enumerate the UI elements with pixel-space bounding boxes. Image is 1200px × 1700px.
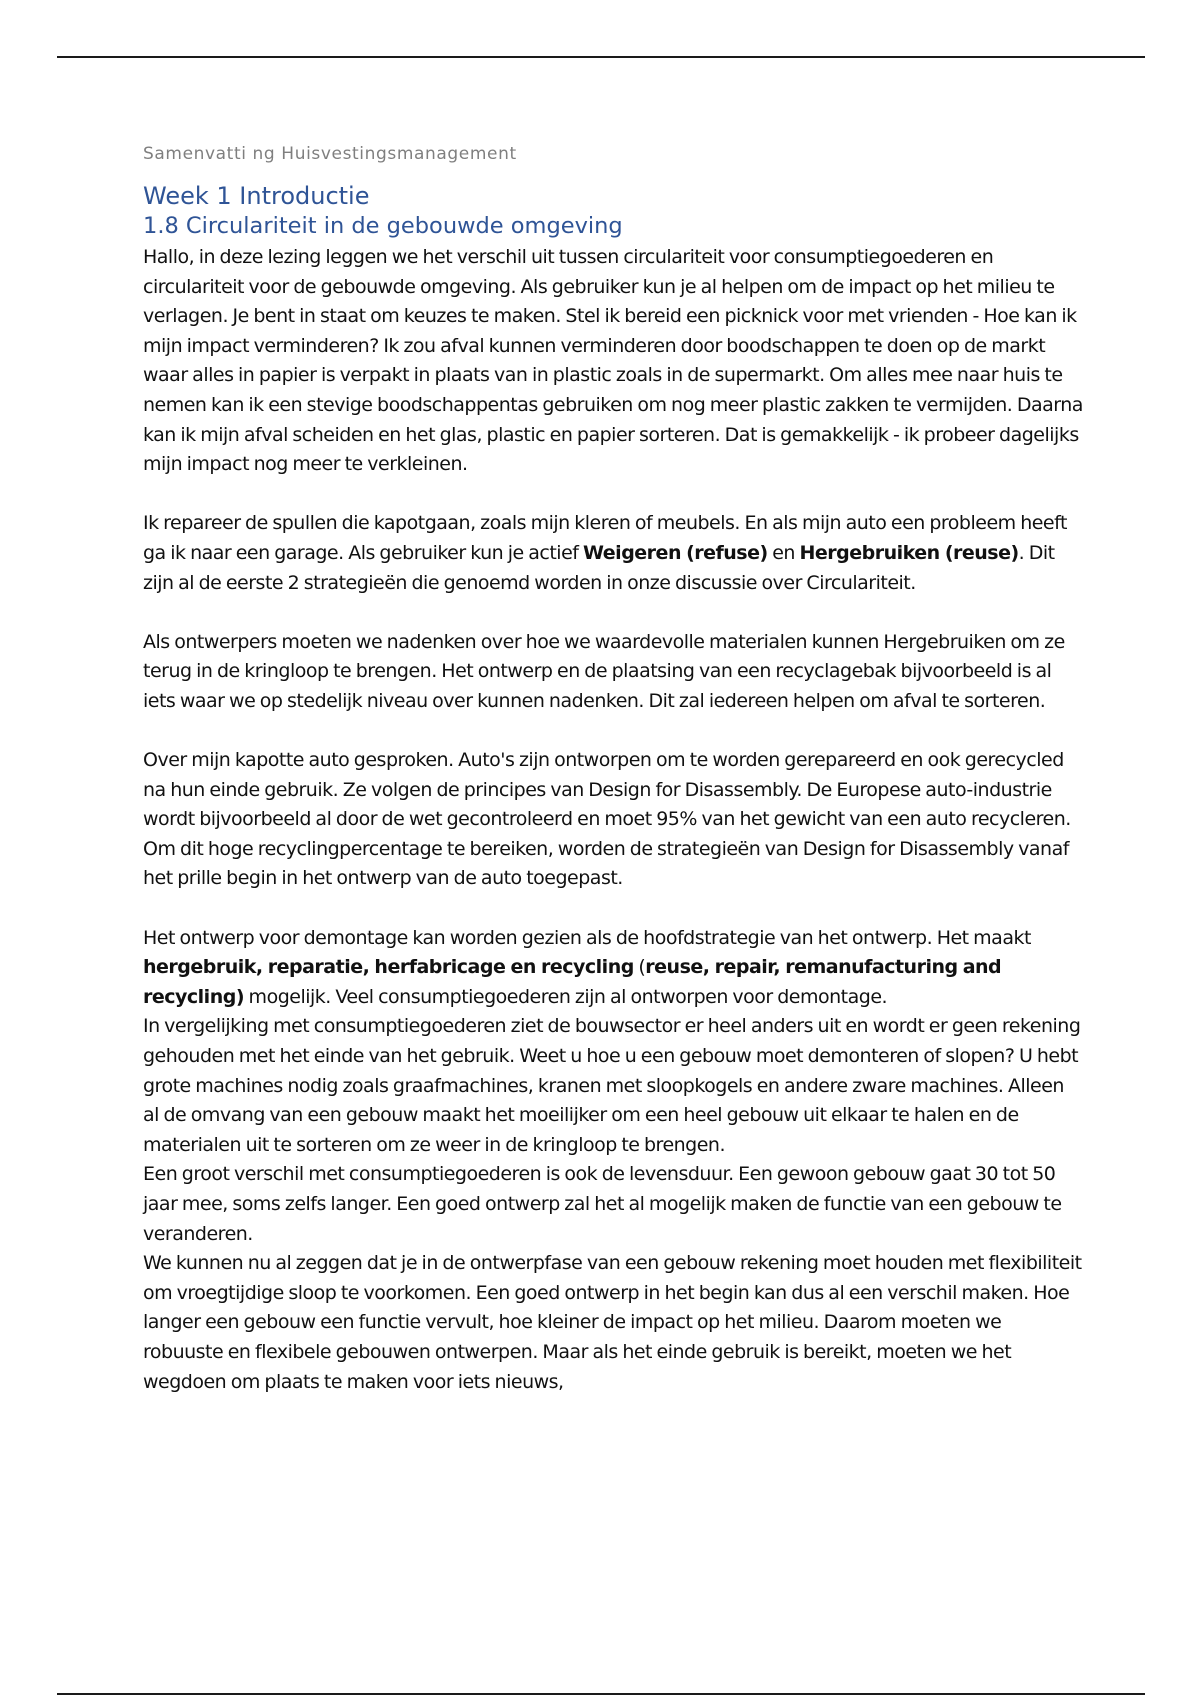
paragraph-8: We kunnen nu al zeggen dat je in de ontwerpfase van een gebouw rekening moet houden met flexibiliteit om vroegtijdige sloop te voorkomen. Een goed ontwerp in het begin kan dus al een verschil maken. Hoe langer een gebouw een functie vervult, hoe kleiner de impact op het milieu. Daarom moeten we robuuste en flexibele gebouwen ontwerpen. Maar als het einde gebruik is bereikt, moeten we het wegdoen om plaats te maken voor iets nieuws, (143, 1252, 1082, 1393)
document-page (143, 143, 1083, 1397)
paragraph-4: Over mijn kapotte auto gesproken. Auto's zijn ontworpen om te worden gerepareerd en ook gerecycled na hun einde gebruik. Ze volgen de principes van Design for Disassembly. De Europese auto-industrie wordt bijvoorbeeld al door de wet gecontroleerd en moet 95% van het gewicht van een auto recycleren. Om dit hoge recyclingpercentage te bereiken, worden de strategieën van Design for Disassembly vanaf het prille begin in het ontwerp van de auto toegepast. (143, 749, 1071, 890)
top-horizontal-rule (57, 56, 1145, 58)
paragraph-5 (143, 924, 1083, 1013)
week-heading: Week 1 Introductie (143, 182, 370, 210)
paragraph-5-text-c: mogelijk. Veel consumptiegoederen zijn al ontworpen voor demontage. (244, 985, 888, 1008)
document-body (143, 243, 1083, 1397)
paragraph-7: Een groot verschil met consumptiegoederen is ook de levensduur. Een gewoon gebouw gaat 30 tot 50 jaar mee, soms zelfs langer. Een goed ontwerp zal het al mogelijk maken de functie van een gebouw te veranderen. (143, 1163, 1062, 1245)
paragraph-3: Als ontwerpers moeten we nadenken over hoe we waardevolle materialen kunnen Hergebruiken om ze terug in de kringloop te brengen. Het ontwerp en de plaatsing van een recyclagebak bijvoorbeeld is al iets waar we op stedelijk niveau over kunnen nadenken. Dit zal iedereen helpen om afval te sorteren. (143, 630, 1065, 712)
paragraph-2-bold-reuse: Hergebruiken (reuse) (799, 541, 1019, 564)
paragraph-2-text-c: . Dit zijn al de eerste 2 strategieën die genoemd worden in onze discussie over Circulariteit. (143, 541, 1055, 594)
paragraph-2-bold-refuse: Weigeren (refuse) (583, 541, 768, 564)
paragraph-2-text-a: Ik repareer de spullen die kapotgaan, zoals mijn kleren of meubels. En als mijn auto een probleem heeft ga ik naar een garage. Als gebruiker kun je actief (143, 512, 1067, 564)
bottom-horizontal-rule (57, 1693, 1145, 1695)
paragraph-1: Hallo, in deze lezing leggen we het verschil uit tussen circulariteit voor consumptiegoederen en circulariteit voor de gebouwde omgeving. Als gebruiker kun je al helpen om de impact op het milieu te verlagen. Je bent in staat om keuzes te maken. Stel ik bereid een picknick voor met vrienden - Hoe kan ik mijn impact verminderen? Ik zou afval kunnen verminderen door boodschappen te doen op de markt waar alles in papier is verpakt in plaats van in plastic zoals in de supermarkt. Om alles mee naar huis te nemen kan ik een stevige boodschappentas gebruiken om nog meer plastic zakken te vermijden. Daarna kan ik mijn afval scheiden en het glas, plastic en papier sorteren. Dat is gemakkelijk - ik probeer dagelijks mijn impact nog meer te verkleinen. (143, 246, 1083, 476)
paragraph-5-bold-dutch-strategies: hergebruik, reparatie, herfabricage en recycling (143, 956, 634, 979)
paragraph-5-text-a: Het ontwerp voor demontage kan worden gezien als de hoofdstrategie van het ontwerp. Het maakt (143, 926, 1031, 949)
paragraph-2-text-b: en (767, 541, 800, 564)
paragraph-5-text-b: ( (633, 956, 646, 979)
paragraph-6: In vergelijking met consumptiegoederen ziet de bouwsector er heel anders uit en wordt er geen rekening gehouden met het einde van het gebruik. Weet u hoe u een gebouw moet demonteren of slopen? U hebt grote machines nodig zoals graafmachines, kranen met sloopkogels en andere zware machines. Alleen al de omvang van een gebouw maakt het moeilijker om een heel gebouw uit elkaar te halen en de materialen uit te sorteren om ze weer in de kringloop te brengen. (143, 1015, 1081, 1156)
paragraph-5-bold-english-strategies: reuse, repair, remanufacturing and recycling) (143, 956, 1002, 1008)
running-header: Samenvatti ng Huisvestingsmanagement (143, 144, 517, 164)
section-heading: 1.8 Circulariteit in de gebouwde omgeving (143, 213, 623, 239)
paragraph-2 (143, 509, 1083, 598)
